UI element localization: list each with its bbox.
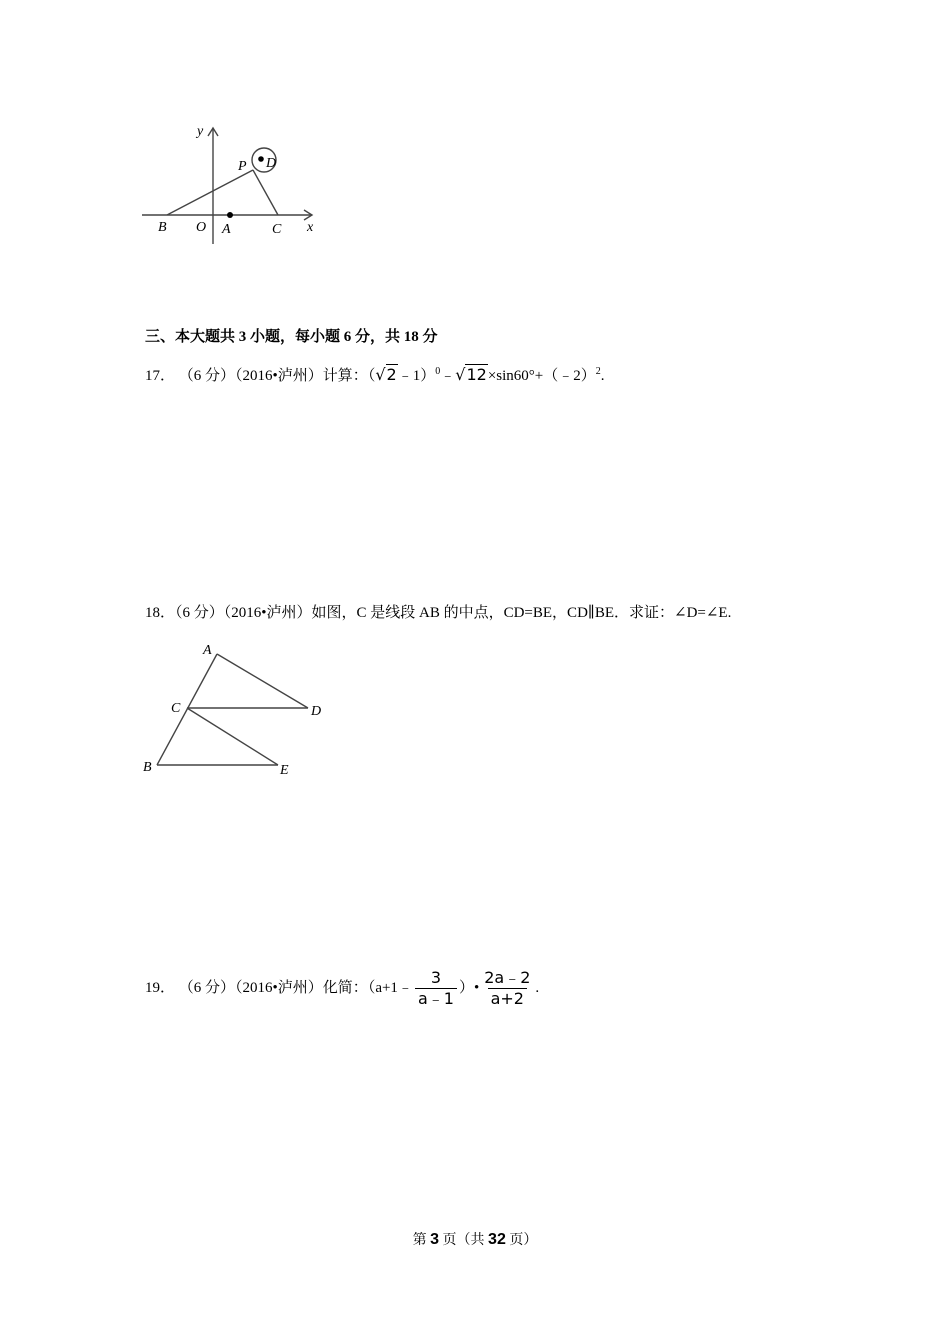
q17-source: （2016•泸州） — [235, 368, 323, 384]
q17-number: 17． — [145, 368, 176, 384]
q17-sqrt-12: √12 — [455, 365, 487, 384]
q19-end: . — [535, 980, 540, 996]
q17-minus: ﹣ — [440, 368, 456, 384]
question-17 — [145, 362, 605, 386]
q17-minus-one: ﹣1） — [397, 368, 436, 384]
label-D: D — [311, 704, 322, 719]
figure-triangle-diagram — [140, 638, 340, 783]
q17-end: . — [600, 368, 605, 384]
section-title: 三、本大题共 3 小题，每小题 6 分，共 18 分 — [145, 329, 438, 345]
label-y: y — [197, 124, 204, 139]
label-A: A — [203, 643, 212, 658]
point-A — [227, 212, 233, 218]
q19-open: （a+1﹣ — [367, 980, 413, 996]
q19-source: （2016•泸州） — [235, 980, 323, 996]
q19-frac2-denominator: a+2 — [488, 988, 527, 1009]
q17-score: （6 分） — [178, 368, 236, 384]
figure-coordinate-diagram — [140, 118, 330, 250]
segment-PC — [253, 170, 278, 215]
q19-score: （6 分） — [178, 980, 236, 996]
question-19 — [145, 964, 539, 1012]
label-O: O — [196, 220, 207, 235]
label-C: C — [272, 222, 282, 237]
label-E: E — [280, 763, 289, 778]
point-D — [258, 156, 264, 162]
page-footer — [0, 1229, 950, 1249]
q19-number: 19． — [145, 980, 176, 996]
q17-exponent-0: 0 — [435, 366, 441, 377]
q19-frac1-numerator: 3 — [430, 968, 442, 988]
q17-sqrt-2: √2 — [375, 365, 397, 384]
label-C: C — [171, 701, 181, 716]
segment-AD — [217, 654, 308, 708]
segment-AB — [157, 654, 217, 765]
question-18: 18．（6 分）（2016•泸州）如图，C 是线段 AB 的中点，CD=BE，CD∥BE．求证：∠D=∠E. — [145, 605, 732, 621]
q19-lead: 化简： — [322, 980, 368, 996]
segment-CE — [187, 708, 278, 765]
footer-page-number: 3 — [430, 1231, 440, 1248]
footer-total-pages: 32 — [488, 1231, 506, 1248]
segment-BP — [167, 170, 253, 215]
q19-frac2-numerator: 2a﹣2 — [484, 968, 531, 988]
q19-frac1-denominator: a﹣1 — [415, 988, 457, 1009]
footer-mid: 页（共 — [442, 1233, 485, 1248]
q19-mid: ）• — [458, 980, 480, 996]
label-x: x — [307, 220, 314, 235]
q19-fraction-1 — [415, 968, 457, 1009]
q17-exponent-2: 2 — [595, 366, 601, 377]
label-P: P — [238, 159, 247, 174]
label-D: D — [266, 156, 277, 171]
q19-fraction-2 — [481, 968, 533, 1009]
label-A: A — [222, 222, 231, 237]
label-B: B — [158, 220, 167, 235]
q17-lead: 计算： — [322, 368, 368, 384]
q17-open-paren: （ — [367, 368, 376, 384]
q17-tail: ×sin60°+（﹣2） — [487, 368, 596, 384]
label-B: B — [143, 760, 152, 775]
footer-pre: 第 — [412, 1233, 427, 1248]
footer-post: 页） — [509, 1233, 538, 1248]
